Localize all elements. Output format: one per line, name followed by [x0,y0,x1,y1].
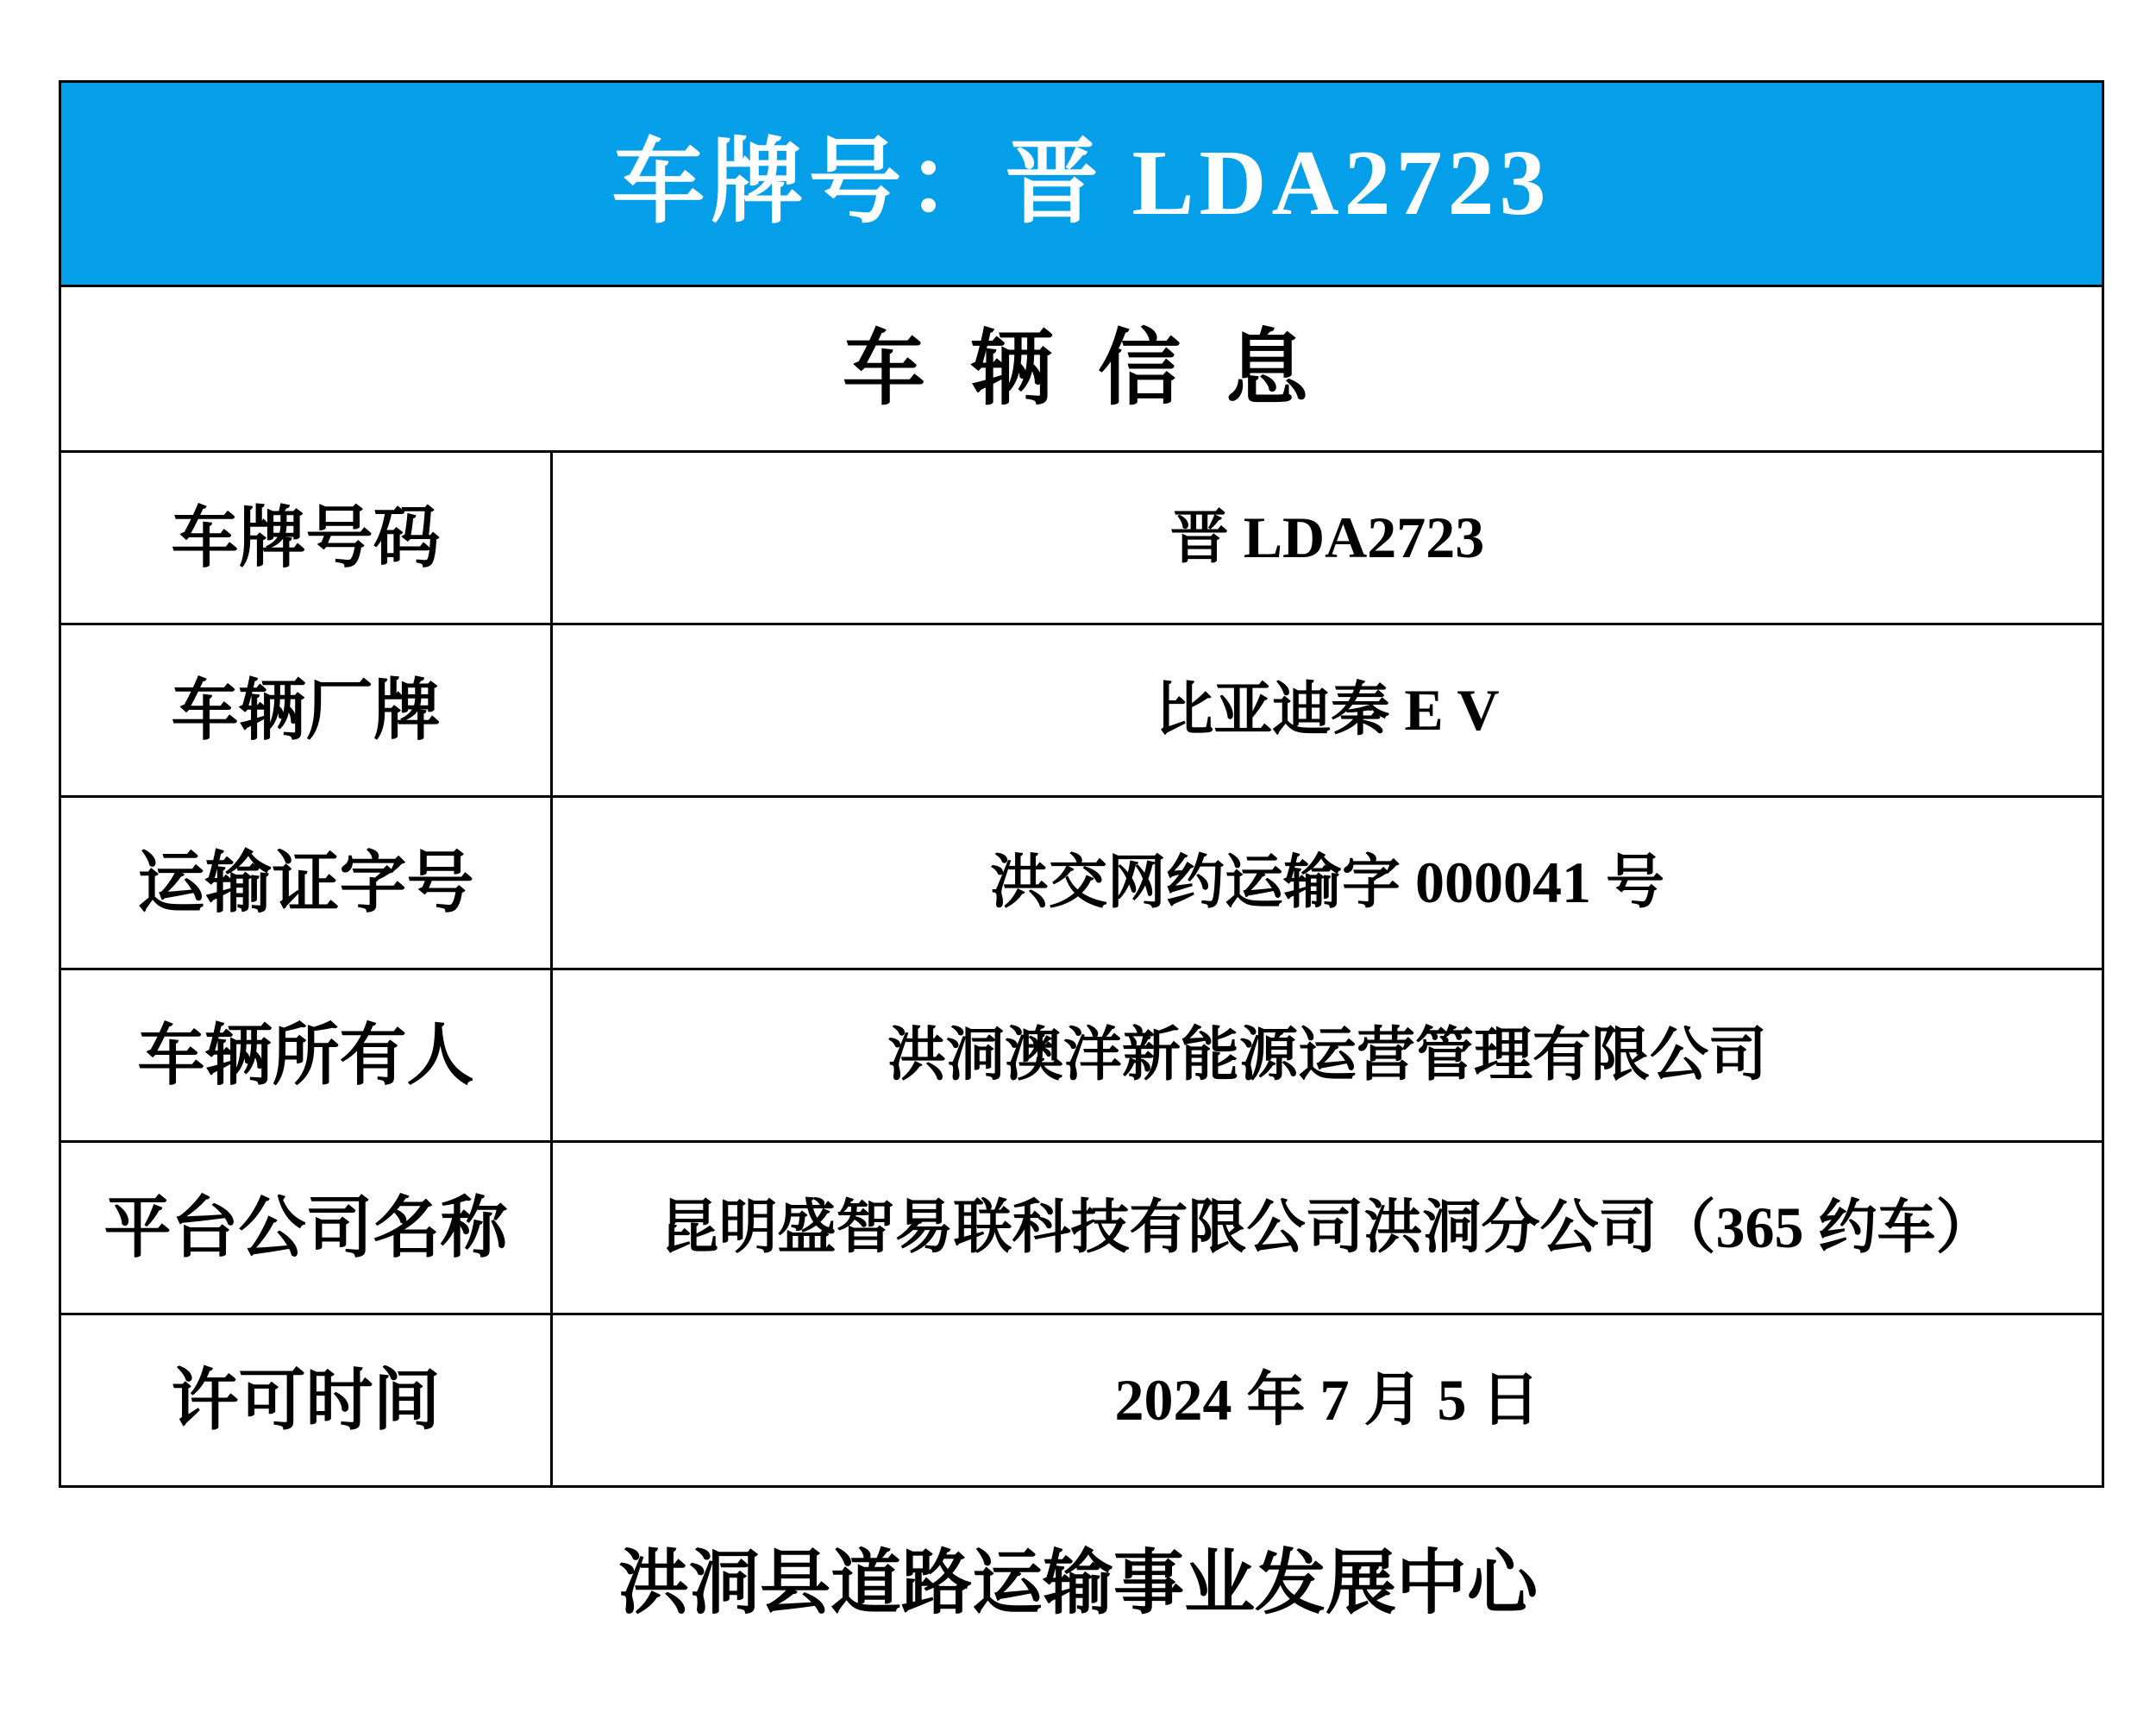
row-value: 比亚迪秦 E V [1155,677,1500,743]
table-row [61,795,2102,968]
row-value-cell [553,849,2102,916]
table-row [61,623,2102,795]
row-label: 许可时间 [171,1362,441,1438]
section-title: 车 辆 信 息 [843,322,1320,415]
footer-org-name: 洪洞县道路运输事业发展中心 [617,1544,1538,1622]
row-value-cell [553,1021,2102,1088]
row-value: 昆明盛智易联科技有限公司洪洞分公司（365 约车） [660,1195,1995,1261]
row-label-cell [61,1143,553,1313]
plate-header-title: 车牌号：晋 LDA2723 [611,132,1551,235]
table-row [61,968,2102,1140]
plate-header-bar [61,83,2102,285]
row-value-cell [553,676,2102,743]
row-value: 洪洞澳洋新能源运营管理有限公司 [887,1022,1767,1088]
row-label: 平台公司名称 [103,1189,508,1265]
row-value: 晋 LDA2723 [1169,505,1485,571]
row-label: 运输证字号 [137,844,474,920]
footer [0,1544,2156,1622]
row-label: 车辆厂牌 [171,672,441,748]
row-label-cell [61,453,553,623]
row-value-cell [553,1194,2102,1261]
vehicle-info-card [59,80,2104,1488]
row-value-cell [553,504,2102,571]
row-value: 2024 年 7 月 5 日 [1114,1367,1540,1433]
row-label-cell [61,798,553,968]
row-label-cell [61,625,553,795]
table-row [61,450,2102,623]
row-value: 洪交网约运输字 000041 号 [989,850,1664,916]
row-label-cell [61,1315,553,1485]
row-label: 车牌号码 [171,499,441,575]
section-header-row [61,285,2102,450]
row-label-cell [61,970,553,1140]
row-value-cell [553,1366,2102,1433]
table-row [61,1313,2102,1485]
table-row [61,1140,2102,1313]
row-label: 车辆所有人 [137,1017,474,1093]
